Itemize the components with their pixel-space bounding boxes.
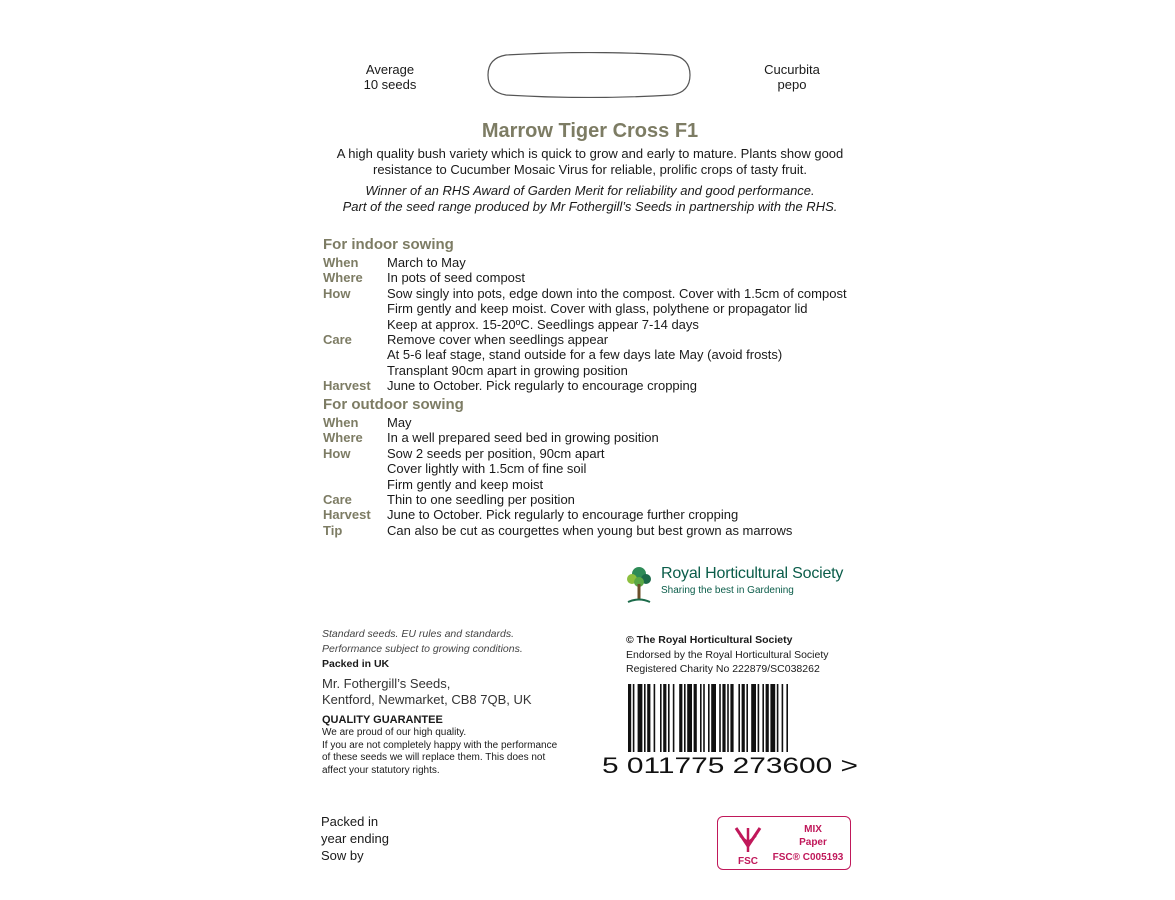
indoor-row-text: Transplant 90cm apart in growing position [387,362,628,378]
outdoor-row-label [323,461,387,476]
barcode-bar [660,684,662,752]
address-line2: Kentford, Newmarket, CB8 7QB, UK [322,692,532,707]
barcode-bar [679,684,682,752]
packing-dates [321,813,389,864]
year-ending-label: year ending [321,831,389,846]
address-line1: Mr. Fothergill’s Seeds, [322,676,451,691]
barcode-digits: 5 011775 273600 > [602,753,858,777]
barcode-bar [708,684,710,752]
indoor-row-text: Sow singly into pots, edge down into the compost. Cover with 1.5cm of compost [387,285,847,301]
indoor-row [323,378,883,393]
indoor-row-label [323,317,387,332]
indoor-sowing-title: For indoor sowing [323,236,454,253]
outdoor-sowing-rows [323,415,883,538]
outdoor-row [323,523,883,538]
barcode-bar [762,684,764,752]
indoor-row [323,332,883,347]
indoor-row [323,363,883,378]
outdoor-row-text: Firm gently and keep moist [387,476,544,492]
barcode-bar [746,684,748,752]
outdoor-row-text: June to October. Pick regularly to encourage further cropping [387,507,739,523]
outdoor-row [323,446,883,461]
sow-by-label: Sow by [321,848,364,863]
outdoor-row-label: Harvest [323,507,371,523]
performance-note: Performance subject to growing conditions. [322,643,523,655]
barcode-bar [684,684,686,752]
outdoor-row [323,492,883,507]
latin-name-line1: Cucurbita [764,62,820,77]
barcode-bar [722,684,725,752]
outdoor-row-label [323,477,387,492]
rhs-wordmark [661,564,843,606]
seed-count [340,62,440,92]
barcode-bar [777,684,779,752]
barcode [600,682,862,777]
indoor-sowing-rows [323,255,883,394]
latin-name [742,62,842,92]
rhs-endorsed: Endorsed by the Royal Horticultural Society [626,648,829,661]
barcode-bar [638,684,643,752]
fsc-mix-paper [778,823,848,849]
guarantee-line1: We are proud of our high quality. [322,727,467,738]
legal-block [322,627,602,777]
barcode-bar [782,684,784,752]
indoor-row [323,255,883,270]
barcode-bar [766,684,769,752]
barcode-bar [694,684,697,752]
indoor-row [323,270,883,285]
outdoor-row-label: When [323,415,359,430]
barcode-bars [628,684,788,752]
barcode-bar [703,684,705,752]
barcode-bar [700,684,702,752]
barcode-bar [727,684,729,752]
outdoor-sowing-section [323,395,883,538]
indoor-row-label: How [323,285,351,301]
barcode-bar [711,684,716,752]
guarantee-title: QUALITY GUARANTEE [322,714,443,726]
indoor-row [323,286,883,301]
indoor-row-label: When [323,255,359,270]
outdoor-sowing-title: For outdoor sowing [323,396,464,413]
address [322,676,602,708]
indoor-row-label: Where [323,270,363,286]
barcode-bar [758,684,760,752]
fsc-tree-check-icon [728,822,768,866]
outdoor-row [323,415,883,430]
barcode-bar [751,684,756,752]
barcode-bar [663,684,666,752]
indoor-row-text: Firm gently and keep moist. Cover with glass, polythene or propagator lid [387,301,808,317]
award-line1: Winner of an RHS Award of Garden Merit for reliability and good performance. [365,183,815,198]
outdoor-row-label: Care [323,492,352,508]
rhs-copyright: © The Royal Horticultural Society [626,634,793,646]
outdoor-row-text: May [387,415,412,430]
indoor-row [323,301,883,316]
fsc-logo [717,816,851,870]
outdoor-row-text: Can also be cut as courgettes when young but best grown as marrows [387,522,793,538]
description-line1: A high quality bush variety which is quick to grow and early to mature. Plants show good [336,146,844,161]
indoor-row-text: June to October. Pick regularly to encourage cropping [387,378,698,394]
outdoor-row [323,461,883,476]
indoor-sowing-section [323,235,883,394]
rhs-credits [626,633,866,677]
indoor-row-label: Harvest [323,378,371,394]
description-line2: resistance to Cucumber Mosaic Virus for reliable, prolific crops of tasty fruit. [373,162,807,177]
indoor-row-label [323,301,387,316]
barcode-bar [730,684,733,752]
barcode-bar [633,684,635,752]
fsc-paper: Paper [799,837,827,848]
rhs-name: Royal Horticultural Society [661,565,844,582]
latin-name-line2: pepo [777,77,807,92]
outdoor-row-text: Sow 2 seeds per position, 90cm apart [387,445,605,461]
fsc-mix: MIX [804,824,822,835]
seed-count-line2: 10 seeds [363,77,417,92]
seed-count-line1: Average [365,62,415,77]
outdoor-row-label: Tip [323,522,343,538]
indoor-row-text: Remove cover when seedlings appear [387,332,609,348]
outdoor-row-label: How [323,445,351,461]
barcode-bar [647,684,650,752]
barcode-bar [673,684,675,752]
guarantee-line3: of these seeds we will replace them. This does not [322,752,546,763]
barcode-bar [770,684,775,752]
barcode-bar [654,684,656,752]
guarantee-line2: If you are not completely happy with the performance [322,739,558,751]
indoor-row-label: Care [323,332,352,348]
packed-in-label: Packed in [321,814,379,829]
outdoor-row-label: Where [323,430,363,446]
barcode-bar [687,684,692,752]
outdoor-row [323,507,883,522]
rhs-tagline: Sharing the best in Gardening [661,585,794,596]
outdoor-row-text: In a well prepared seed bed in growing position [387,430,659,446]
indoor-row-text: March to May [387,255,466,270]
indoor-row [323,347,883,362]
standard-seeds-note: Standard seeds. EU rules and standards. [322,628,515,640]
indoor-row [323,317,883,332]
product-title: Marrow Tiger Cross F1 [481,120,699,142]
award-line2: Part of the seed range produced by Mr Fothergill’s Seeds in partnership with the RHS. [342,199,838,214]
outdoor-row [323,477,883,492]
rhs-logo [623,564,863,606]
barcode-bar [719,684,721,752]
indoor-row-text: At 5-6 leaf stage, stand outside for a few days late May (avoid frosts) [387,347,783,363]
barcode-bar [644,684,646,752]
fsc-label: FSC [738,856,758,866]
guarantee-line4: affect your statutory rights. [322,764,440,776]
rhs-charity: Registered Charity No 222879/SC038262 [626,663,820,675]
outdoor-row-text: Cover lightly with 1.5cm of fine soil [387,461,587,477]
indoor-row-label [323,363,387,378]
packet-window-outline [486,52,692,98]
barcode-bar [668,684,670,752]
barcode-bar [738,684,740,752]
indoor-row-label [323,347,387,362]
product-intro [322,146,858,215]
packed-in-uk: Packed in UK [322,658,390,670]
fsc-code: FSC® C005193 [772,852,844,863]
barcode-bar [628,684,631,752]
barcode-bar [742,684,745,752]
barcode-bar [786,684,788,752]
indoor-row-text: Keep at approx. 15-20ºC. Seedlings appear 7-14 days [387,316,699,332]
indoor-row-text: In pots of seed compost [387,270,526,286]
rhs-tree-icon [623,564,655,606]
outdoor-row-text: Thin to one seedling per position [387,492,575,508]
outdoor-row [323,430,883,445]
